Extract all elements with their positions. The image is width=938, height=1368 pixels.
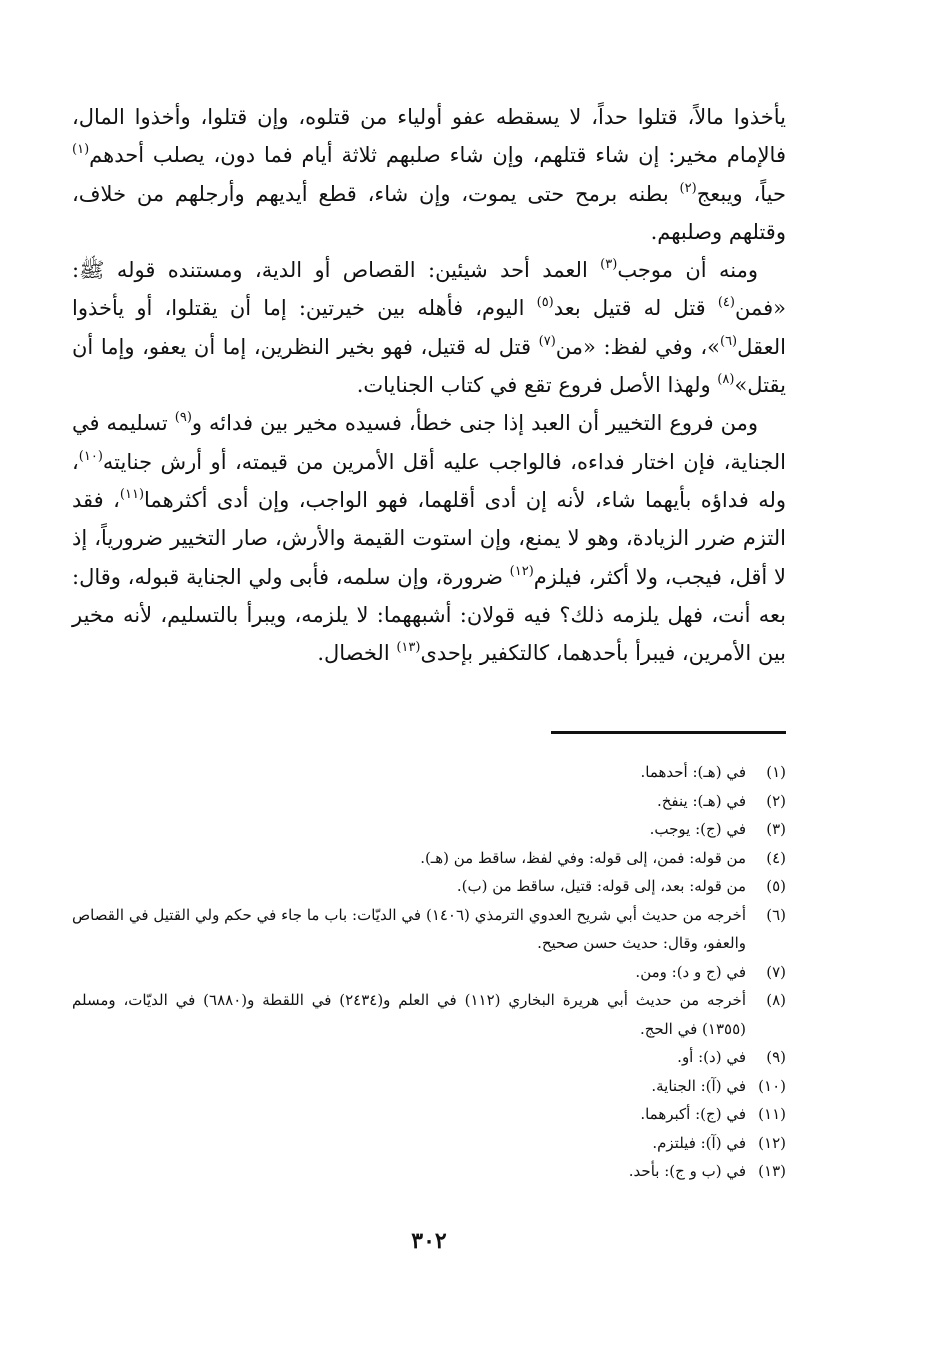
- footnote-text: أخرجه من حديث أبي شريح العدوي الترمذي (١٤٠٦) في الديّات: باب ما جاء في حكم ولي القتيل في القصاص والعفو، وقال: حديث حسن صحيح.: [72, 905, 746, 952]
- footnote-number: (١٠): [758, 1076, 786, 1095]
- footnote-item: [72, 1129, 786, 1158]
- footnote-number: (١): [766, 763, 786, 781]
- footnote-text: أخرجه من حديث أبي هريرة البخاري (١١٢) في العلم و(٢٤٣٤) في اللقطة و(٦٨٨٠) في الديّات، ومسلم (١٣٥٥) في الحج.: [72, 991, 746, 1038]
- footnote-item: [72, 958, 786, 987]
- main-text: [72, 98, 786, 672]
- paragraph-2: [72, 251, 786, 404]
- page-number: ٣٠٢: [411, 1228, 447, 1254]
- text-run: اليوم، فأهله بين خيرتين: إما أن يقتلوا، أو يأخذوا العقل: [72, 296, 787, 359]
- footnote-ref-6: (٦): [719, 333, 738, 349]
- footnote-ref-12: (١٢): [509, 563, 534, 579]
- footnote-ref-5: (٥): [536, 295, 554, 311]
- footnote-item: [72, 1157, 786, 1186]
- footnote-number: (١٣): [758, 1162, 786, 1180]
- footnote-separator: [551, 731, 786, 734]
- footnote-item: [72, 986, 786, 1043]
- footnote-ref-4: (٤): [717, 295, 735, 311]
- footnote-text: في (ب و ج): بأحد.: [628, 1162, 746, 1180]
- footnote-ref-9: (٩): [174, 410, 192, 426]
- text-run: ومنه أن موجب: [617, 258, 758, 283]
- footnote-text: في (ج): يوجب.: [649, 820, 746, 838]
- footnote-item: [72, 872, 786, 901]
- footnote-text: في (هـ): ينفخ.: [656, 791, 746, 810]
- text-run: »، وفي لفظ: «من: [555, 334, 720, 359]
- footnote-ref-7: (٧): [538, 333, 556, 349]
- footnote-ref-2: (٢): [679, 180, 697, 196]
- text-run: ضرورة، وإن سلمه، فأبى ولي الجناية قبوله، وقال: بعه أنت، فهل يلزمه ذلك؟ فيه قولان: أشبههما: لا يلزمه، ويبرأ بالتسليم، لأنه مخير بين الأمرين، فيبرأ بأحدهما، كالتكفير بإحدى: [72, 564, 786, 666]
- text-run: بطنه برمح حتى يموت، وإن شاء، قطع أيديهم وأرجلهم من خلاف، وقتلهم وصلبهم.: [72, 181, 786, 244]
- footnote-ref-3: (٣): [600, 257, 618, 273]
- footnote-number: (١١): [758, 1105, 786, 1123]
- text-run: قتل له قتيل بعد: [553, 296, 718, 321]
- paragraph-3: [72, 404, 786, 672]
- footnote-ref-10: (١٠): [78, 448, 103, 464]
- paragraph-1: [72, 98, 786, 251]
- footnote-text: من قوله: بعد، إلى قوله: قتيل، ساقط من (ب).: [456, 877, 746, 895]
- footnote-item: [72, 901, 786, 958]
- footnote-number: (٢): [766, 791, 786, 810]
- book-page: [72, 0, 786, 1368]
- footnote-item: [72, 815, 786, 844]
- footnote-text: في (هـ): أحدهما.: [640, 763, 746, 781]
- footnote-ref-1: (١): [72, 142, 90, 158]
- footnote-item: [72, 787, 786, 816]
- text-run: ولهذا الأصل فروع تقع في كتاب الجنايات.: [356, 373, 718, 398]
- text-run: يأخذوا مالاً، قتلوا حداً، لا يسقطه عفو أولياء من قتلوه، وإن قتلوا، وأخذوا المال، فالإمام مخير: إن شاء قتلهم، وإن شاء صلبهم ثلاثة أيام فما دون، يصلب أحدهم: [72, 105, 786, 168]
- footnote-number: (٩): [766, 1048, 786, 1066]
- footnote-text: في (آ): فيلتزم.: [652, 1133, 746, 1152]
- footnote-number: (١٢): [758, 1133, 786, 1152]
- text-run: ، وله فداؤه بأيهما شاء، لأنه إن أدى أقلهما، فهو الواجب، وإن أدى أكثرهما: [72, 449, 787, 512]
- text-run: ، فقد التزم ضرر الزيادة، وهو لا يمنع، وإن استوت القيمة والأرش، صار التخيير ضرورياً، إذ لا أقل، فيجب، ولا أكثر، فيلزم: [72, 487, 786, 589]
- text-run: ومن فروع التخيير أن العبد إذا جنى خطأ، فسيده مخير بين فدائه و: [191, 411, 758, 436]
- footnote-item: [72, 844, 786, 873]
- footnote-text: في (ج): أكبرهما.: [640, 1105, 746, 1123]
- footnote-ref-13: (١٣): [396, 640, 421, 656]
- text-run: الخصال.: [317, 641, 397, 666]
- footnotes-list: [72, 758, 786, 1186]
- footnote-item: [72, 1100, 786, 1129]
- footnote-number: (٣): [766, 820, 786, 838]
- footnote-text: في (آ): الجناية.: [651, 1076, 746, 1095]
- footnote-item: [72, 1072, 786, 1101]
- footnote-number: (٨): [766, 991, 786, 1009]
- text-run: حياً، ويبعج: [696, 181, 786, 206]
- footnote-item: [72, 1043, 786, 1072]
- footnote-item: [72, 758, 786, 787]
- footnote-ref-11: (١١): [119, 486, 145, 502]
- text-run: العمد أحد شيئين: القصاص أو الدية، ومستنده قوله ﷺ: «فمن: [72, 258, 786, 321]
- footnote-ref-8: (٨): [717, 372, 735, 388]
- footnote-number: (٤): [766, 848, 786, 867]
- footnote-text: في (د): أو.: [677, 1048, 746, 1066]
- footnote-number: (٥): [766, 877, 786, 895]
- text-run: تسليمه في الجناية، فإن اختار فداءه، فالواجب عليه أقل الأمرين من قيمته، أو أرش جنايته: [72, 411, 786, 474]
- footnote-number: (٧): [766, 962, 786, 981]
- footnote-text: في (ج و د): ومن.: [635, 962, 746, 981]
- footnote-text: من قوله: فمن، إلى قوله: وفي لفظ، ساقط من (هـ).: [420, 848, 746, 867]
- footnote-number: (٦): [766, 905, 786, 924]
- text-run: قتل له قتيل، فهو بخير النظرين، إما أن يعفو، وإما أن يقتل»: [72, 334, 786, 398]
